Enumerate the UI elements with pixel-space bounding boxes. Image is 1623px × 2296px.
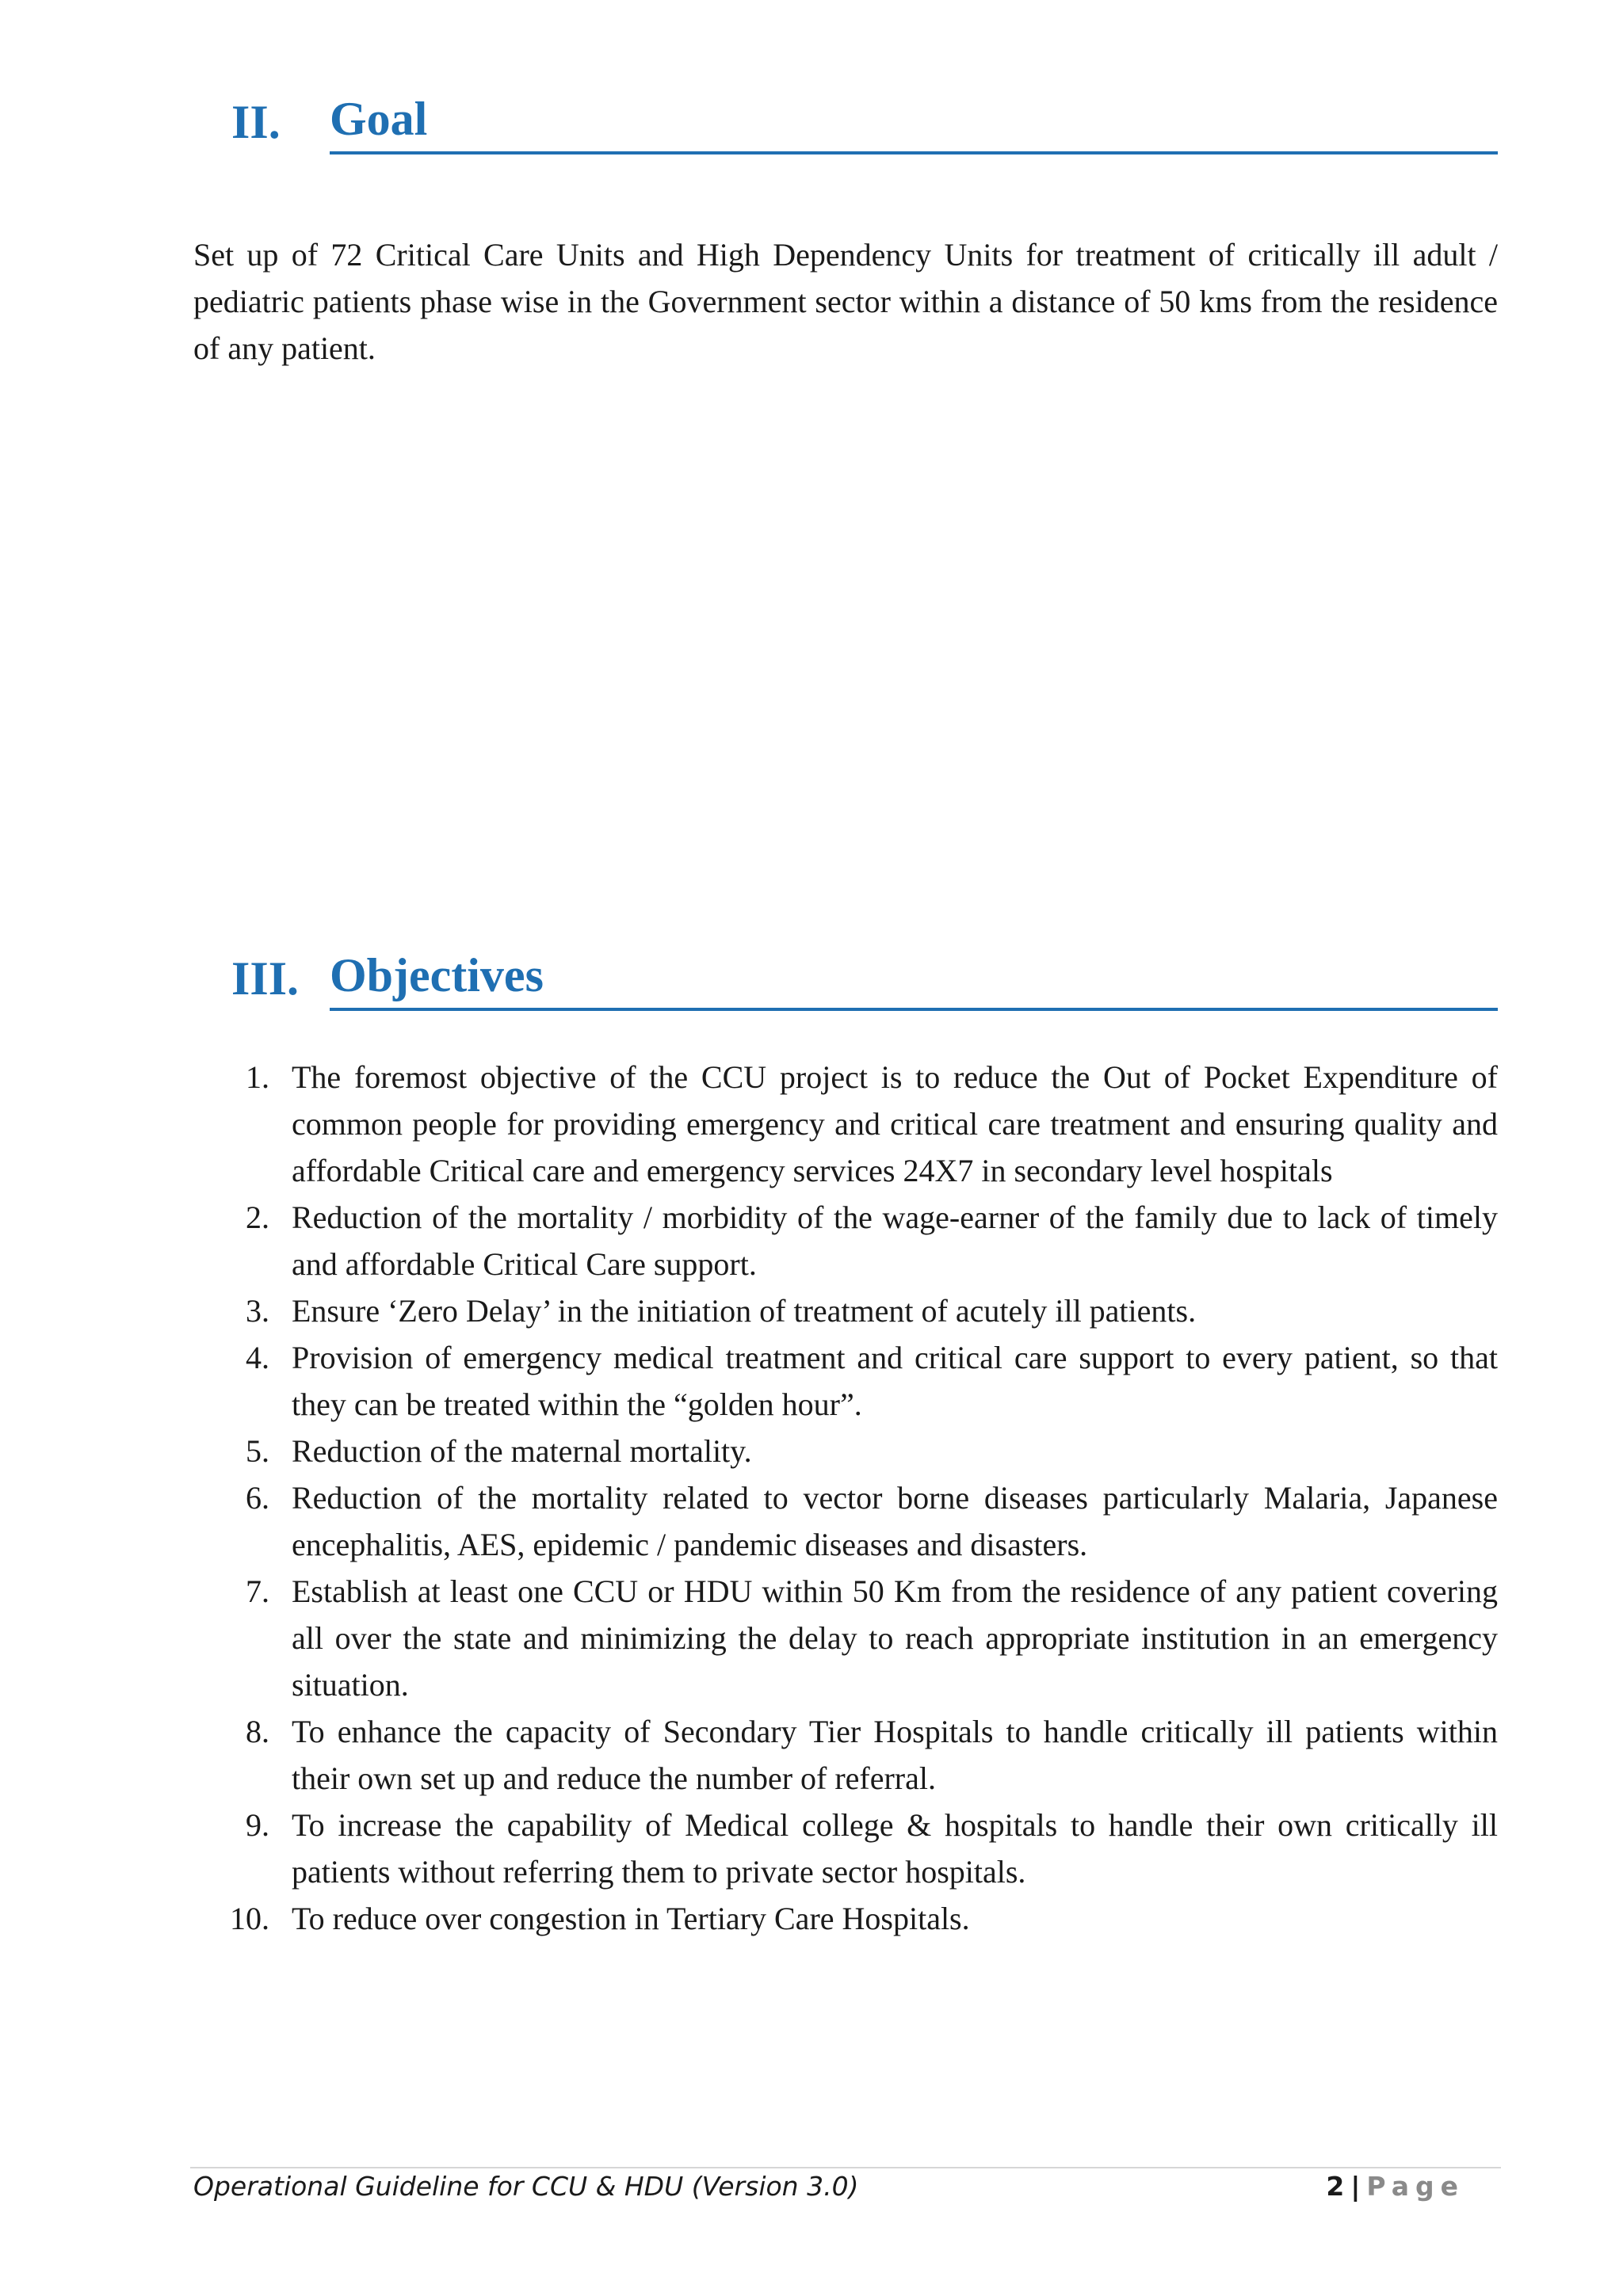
goal-heading [231, 83, 1498, 154]
objective-text: Reduction of the maternal mortality. [292, 1433, 752, 1469]
objective-number: 8. [246, 1714, 269, 1749]
objective-text: To reduce over congestion in Tertiary Care Hospitals. [292, 1901, 970, 1936]
objectives-list [193, 1054, 1498, 1942]
objective-number: 4. [246, 1340, 269, 1375]
objective-number: 7. [246, 1573, 269, 1609]
objective-item [193, 1895, 1498, 1942]
objective-text: Provision of emergency medical treatment and critical care support to every patient, so that they can be treated within the “golden hour”. [292, 1340, 1498, 1422]
page-separator: | [1350, 2171, 1361, 2202]
objective-text: Reduction of the mortality / morbidity of the wage-earner of the family due to lack of timely and affordable Critical Care support. [292, 1199, 1498, 1282]
objective-number: 9. [246, 1807, 269, 1843]
objective-number: 5. [246, 1433, 269, 1469]
objective-item [193, 1287, 1498, 1334]
objective-number: 6. [246, 1480, 269, 1516]
page-label: Page [1366, 2171, 1465, 2202]
objective-item [193, 1474, 1498, 1568]
objective-number: 2. [246, 1199, 269, 1235]
objective-item [193, 1568, 1498, 1708]
objective-item [193, 1708, 1498, 1802]
objective-text: The foremost objective of the CCU project is to reduce the Out of Pocket Expenditure of common people for providing emergency and critical care treatment and ensuring quality and affordable Critical care and emergency services 24X7 in secondary level hospitals [292, 1059, 1498, 1188]
objectives-heading [231, 940, 1498, 1011]
footer-divider [190, 2167, 1501, 2168]
objective-text: Reduction of the mortality related to vector borne diseases particularly Malaria, Japanese encephalitis, AES, epidemic / pandemic diseases and disasters. [292, 1480, 1498, 1562]
footer-page-indicator [1326, 2171, 1465, 2202]
goal-paragraph: Set up of 72 Critical Care Units and High Dependency Units for treatment of critically ill adult / pediatric patients phase wise in the Government sector within a distance of 50 kms from the residence of any patient. [193, 237, 1498, 366]
objectives-section-title: Objectives [330, 948, 1498, 1011]
page-number: 2 [1326, 2171, 1345, 2202]
objective-text: Ensure ‘Zero Delay’ in the initiation of treatment of acutely ill patients. [292, 1293, 1197, 1329]
objective-text: To enhance the capacity of Secondary Tier Hospitals to handle critically ill patients within their own set up and reduce the number of referral. [292, 1714, 1498, 1796]
objective-text: Establish at least one CCU or HDU within 50 Km from the residence of any patient covering all over the state and minimizing the delay to reach appropriate institution in an emergency situation. [292, 1573, 1498, 1703]
goal-section-number: II. [231, 96, 281, 148]
goal-section-title: Goal [330, 92, 1498, 154]
objectives-section-number: III. [231, 952, 300, 1005]
objective-number: 1. [246, 1059, 269, 1095]
objective-item [193, 1334, 1498, 1428]
objective-item [193, 1054, 1498, 1194]
objective-text: To increase the capability of Medical college & hospitals to handle their own critically ill patients without referring them to private sector hospitals. [292, 1807, 1498, 1890]
objective-item [193, 1428, 1498, 1474]
objective-number: 3. [246, 1293, 269, 1329]
objective-item [193, 1802, 1498, 1895]
objective-number: 10. [230, 1901, 269, 1936]
footer-document-title: Operational Guideline for CCU & HDU (Version 3.0) [193, 2171, 859, 2202]
objective-item [193, 1194, 1498, 1287]
